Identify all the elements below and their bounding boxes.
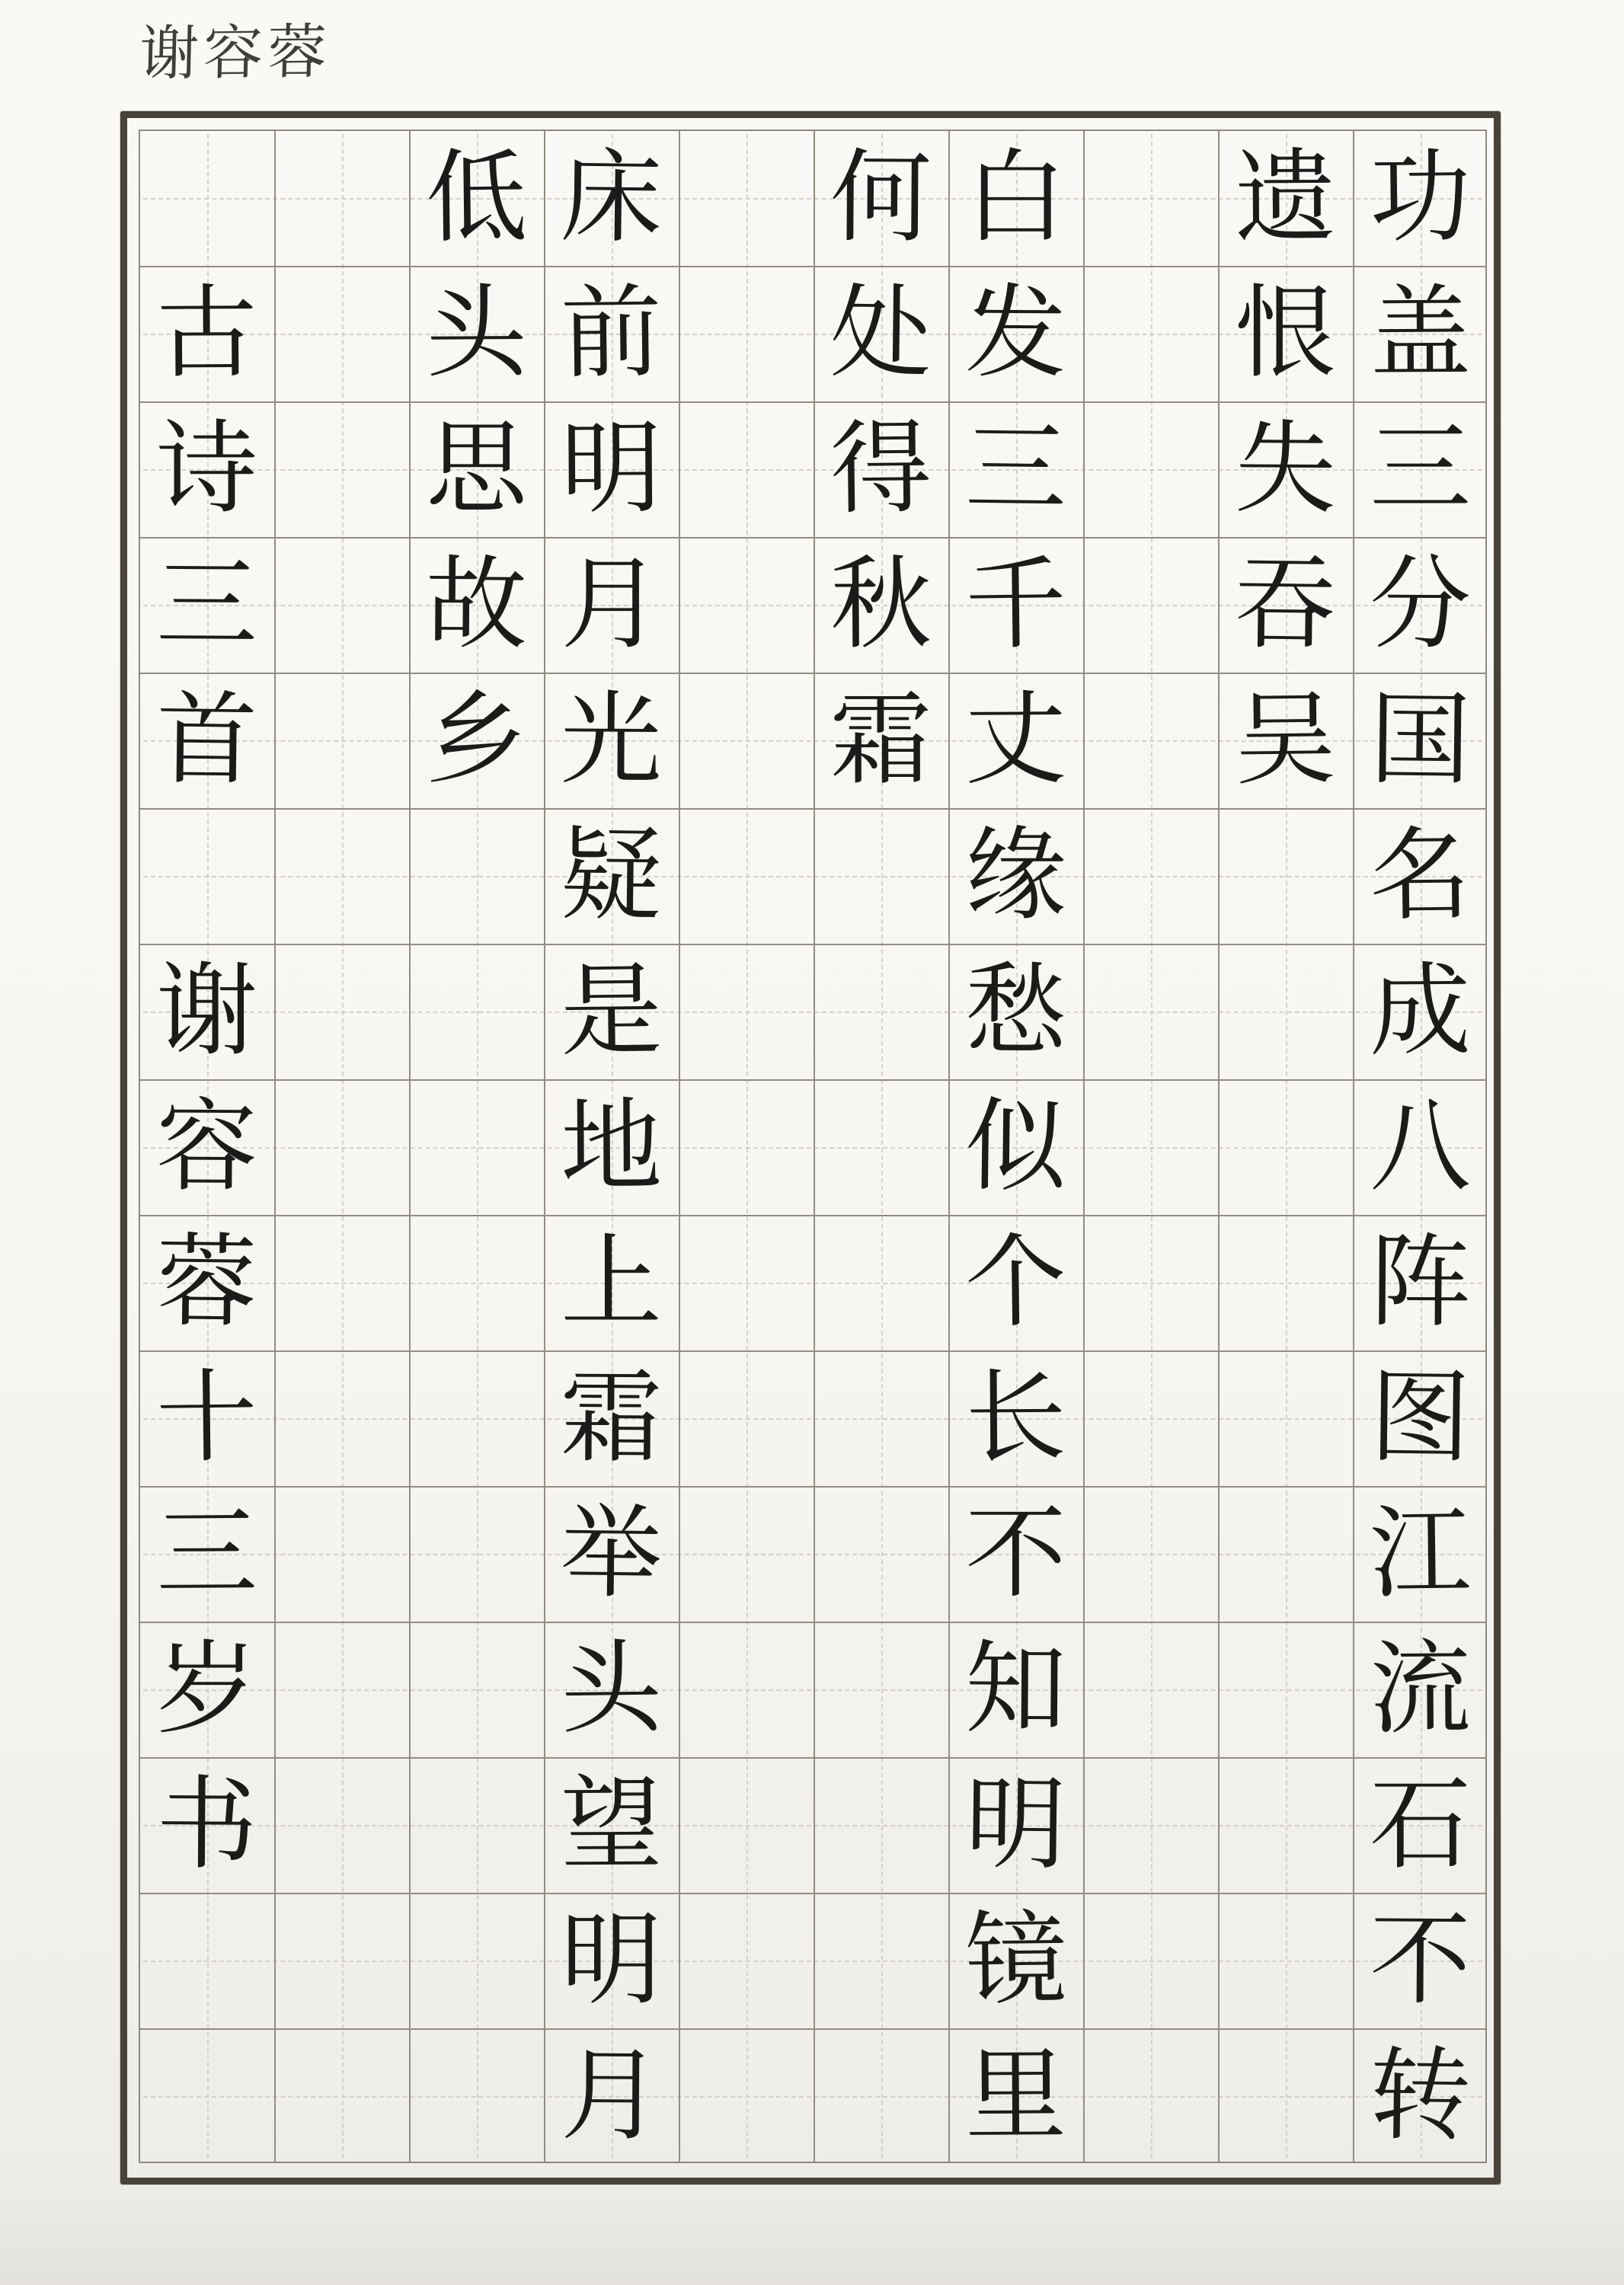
handwritten-character: 诗 [156, 410, 257, 528]
handwritten-character: 床 [560, 138, 663, 257]
handwritten-character: 十 [155, 1358, 258, 1478]
handwritten-character: 失 [1234, 410, 1337, 528]
handwritten-character: 举 [560, 1494, 663, 1613]
handwritten-character: 发 [964, 274, 1067, 392]
handwritten-character: 秋 [830, 545, 932, 663]
handwritten-character: 前 [560, 273, 663, 393]
cell-dashed-guide-vertical [746, 134, 748, 2159]
handwritten-character: 故 [425, 545, 528, 663]
handwritten-character: 光 [560, 681, 663, 799]
handwritten-character: 图 [1369, 1358, 1472, 1478]
handwritten-character: 三 [1370, 410, 1471, 528]
handwritten-character: 三 [155, 545, 258, 663]
handwritten-character: 阵 [1369, 1223, 1472, 1341]
handwritten-character: 八 [1370, 1088, 1471, 1206]
grid-line-vertical [274, 131, 276, 2162]
handwritten-character: 缘 [965, 817, 1066, 935]
handwritten-character: 恨 [1235, 274, 1336, 392]
grid-line-horizontal [140, 1215, 1485, 1216]
handwritten-character: 月 [561, 545, 662, 663]
handwritten-character: 愁 [964, 952, 1067, 1070]
handwritten-character: 望 [560, 1766, 663, 1884]
handwritten-character: 里 [964, 2037, 1067, 2155]
handwritten-character: 不 [965, 1494, 1066, 1612]
handwritten-character: 疑 [560, 816, 663, 935]
handwritten-character: 似 [964, 1087, 1067, 1206]
handwritten-character: 石 [1370, 1766, 1471, 1884]
handwritten-character: 低 [425, 138, 528, 257]
handwritten-character: 谢 [156, 952, 257, 1070]
handwritten-character: 成 [1369, 952, 1472, 1070]
handwritten-character: 转 [1369, 2036, 1472, 2156]
handwritten-character: 处 [830, 273, 932, 393]
handwritten-character: 个 [964, 1222, 1067, 1342]
handwritten-character: 名 [1369, 816, 1472, 935]
handwritten-character: 丈 [964, 681, 1067, 799]
handwritten-name-annotation: 谢容蓉 [138, 18, 333, 89]
handwritten-character: 吴 [1234, 680, 1337, 800]
writing-grid [139, 129, 1487, 2163]
handwritten-character: 分 [1369, 545, 1472, 663]
grid-line-vertical [679, 131, 680, 2162]
handwritten-character: 白 [965, 139, 1066, 257]
grid-line-horizontal [140, 944, 1485, 945]
handwritten-character: 不 [1369, 1901, 1472, 2019]
handwritten-character: 容 [155, 1088, 258, 1206]
page-bottom-shadow [0, 2194, 1624, 2285]
cell-dashed-guide-horizontal [143, 1825, 1482, 1826]
grid-line-horizontal [140, 1486, 1485, 1488]
handwritten-character: 霜 [560, 1359, 663, 1477]
grid-line-horizontal [140, 1079, 1485, 1081]
handwritten-character: 江 [1369, 1494, 1472, 1613]
handwritten-character: 长 [964, 1359, 1067, 1477]
handwritten-character: 地 [560, 1088, 663, 1206]
handwritten-character: 乡 [425, 680, 528, 800]
handwritten-character: 思 [426, 410, 527, 528]
handwritten-character: 月 [560, 2037, 663, 2155]
grid-line-horizontal [140, 1893, 1485, 1894]
handwritten-character: 流 [1369, 1630, 1472, 1748]
handwritten-character: 明 [561, 1901, 662, 2019]
grid-line-horizontal [140, 1350, 1485, 1352]
handwritten-character: 镜 [964, 1900, 1067, 2020]
handwritten-character: 遗 [1234, 139, 1337, 257]
handwritten-character: 是 [560, 951, 663, 1071]
handwritten-character: 明 [560, 410, 663, 528]
handwritten-character: 书 [155, 1766, 258, 1884]
cell-dashed-guide-horizontal [143, 1689, 1482, 1691]
handwritten-character: 国 [1369, 680, 1472, 800]
cell-dashed-guide-horizontal [143, 1418, 1482, 1420]
cell-dashed-guide-vertical [1151, 134, 1152, 2159]
handwritten-character: 头 [425, 274, 528, 392]
cell-dashed-guide-horizontal [143, 1961, 1482, 1962]
handwritten-character: 头 [560, 1629, 663, 1749]
grid-line-horizontal [140, 808, 1485, 810]
handwritten-character: 知 [964, 1630, 1067, 1748]
handwritten-character: 古 [155, 274, 258, 392]
handwritten-character: 吞 [1234, 545, 1337, 664]
handwritten-character: 岁 [156, 1630, 257, 1748]
handwritten-character: 何 [830, 139, 932, 257]
handwritten-character: 上 [561, 1223, 662, 1341]
cell-dashed-guide-horizontal [143, 1283, 1482, 1284]
grid-line-horizontal [140, 1622, 1485, 1623]
handwritten-character: 盖 [1369, 274, 1472, 392]
handwritten-character: 明 [964, 1765, 1067, 1884]
cell-dashed-guide-horizontal [143, 1147, 1482, 1149]
handwritten-character: 三 [964, 409, 1067, 529]
grid-line-horizontal [140, 2028, 1485, 2030]
grid-line-horizontal [140, 1757, 1485, 1759]
handwritten-character: 首 [155, 680, 258, 800]
cell-dashed-guide-horizontal [143, 1011, 1482, 1013]
cell-dashed-guide-horizontal [143, 1554, 1482, 1555]
cell-dashed-guide-horizontal [143, 2096, 1482, 2098]
cell-dashed-guide-horizontal [143, 876, 1482, 877]
cell-dashed-guide-vertical [342, 134, 344, 2159]
handwritten-character: 霜 [830, 681, 932, 799]
handwritten-character: 功 [1369, 138, 1472, 257]
handwritten-character: 千 [964, 545, 1067, 664]
handwritten-character: 蓉 [155, 1222, 258, 1342]
handwritten-character: 得 [830, 409, 932, 529]
handwritten-character: 三 [155, 1494, 258, 1612]
